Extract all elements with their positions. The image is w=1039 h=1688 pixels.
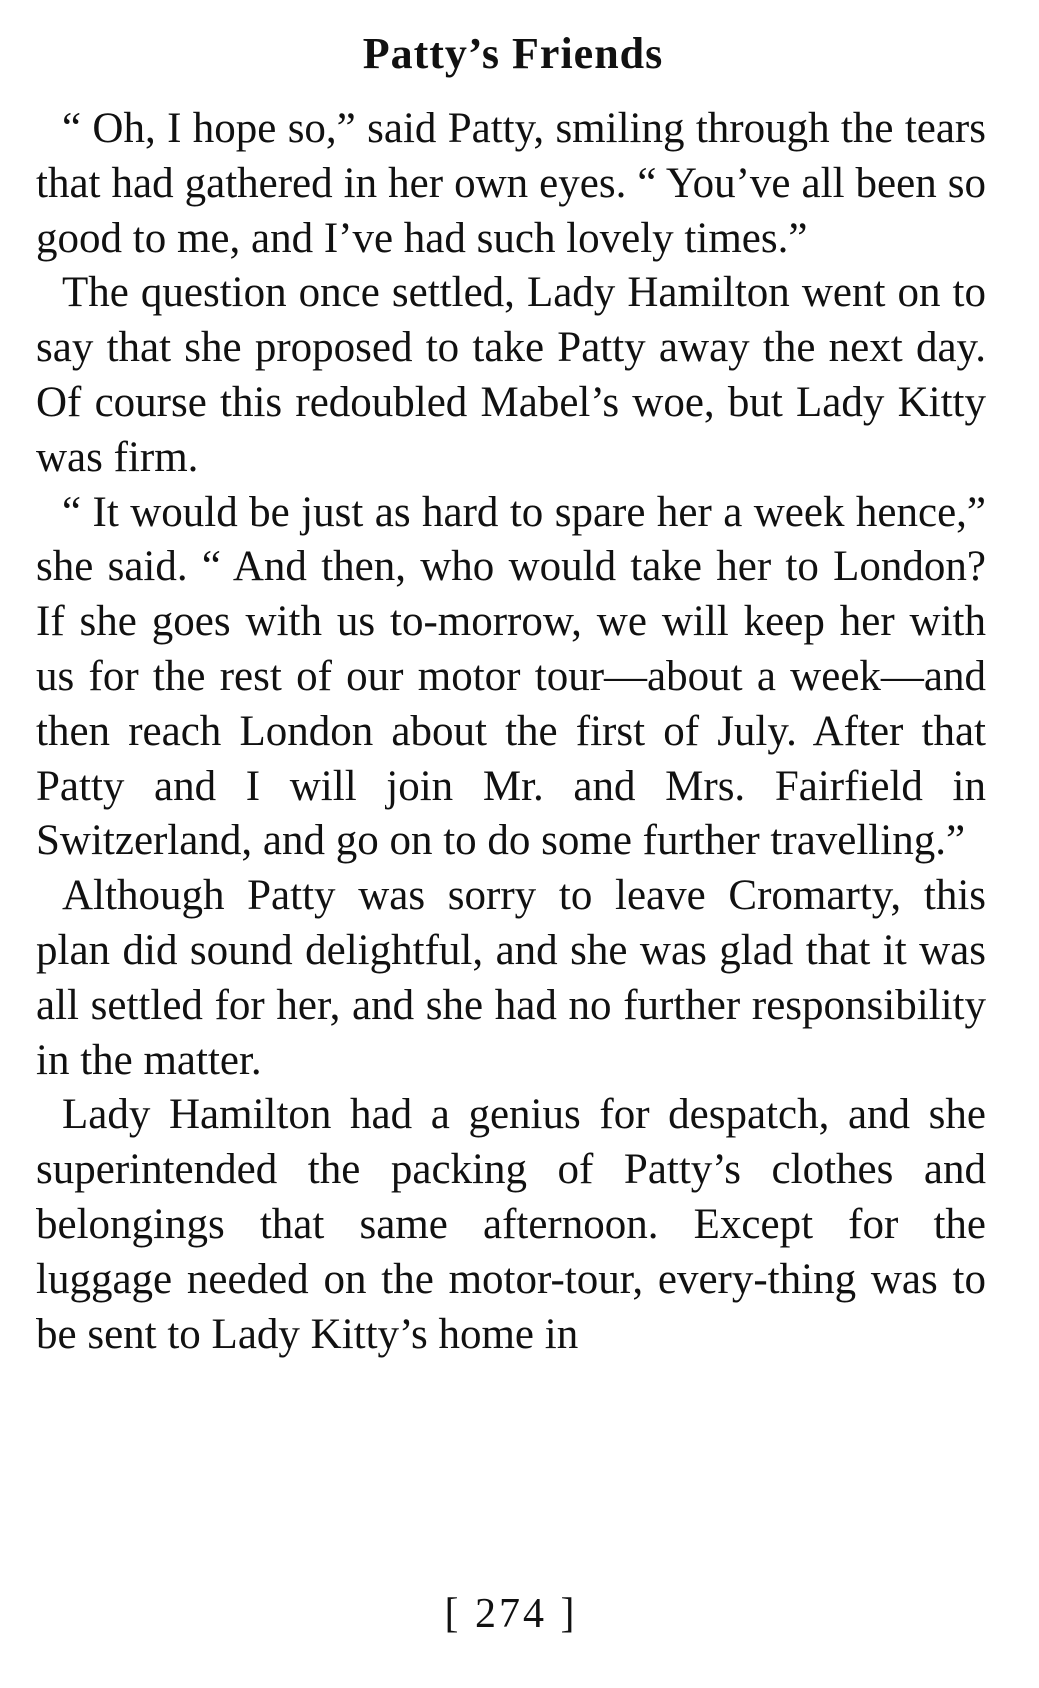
page-number: [ 274 ] xyxy=(444,1591,578,1637)
paragraph-2: The question once settled, Lady Hamilton went on to say that she proposed to take Patty away the next day. Of course this redoubled Mabel’s woe, but Lady Kitty was firm. xyxy=(36,269,986,481)
paragraph-5: Lady Hamilton had a genius for despatch, and she superintended the packing of Patty’s clothes and belongings that same afternoon. Except for the luggage needed on the motor-tour, every-thing was to be sent to Lady Kitty’s home in xyxy=(36,1091,986,1358)
paragraph-1: “ Oh, I hope so,” said Patty, smiling through the tears that had gathered in her own eyes. “ You’ve all been so good to me, and I’ve had such lovely times.” xyxy=(36,105,986,262)
body-text xyxy=(36,102,986,1362)
paragraph-3: “ It would be just as hard to spare her a week hence,” she said. “ And then, who would take her to London? If she goes with us to-morrow, we will keep her with us for the rest of our motor tour—about a week—and then reach London about the first of July. After that Patty and I will join Mr. and Mrs. Fairfield in Switzerland, and go on to do some further travelling.” xyxy=(36,488,986,865)
running-head: Patty’s Friends xyxy=(362,29,664,78)
book-page xyxy=(36,18,986,1668)
paragraph-4: Although Patty was sorry to leave Cromarty, this plan did sound delightful, and she was glad that it was all settled for her, and she had no further responsibility in the matter. xyxy=(36,872,986,1084)
